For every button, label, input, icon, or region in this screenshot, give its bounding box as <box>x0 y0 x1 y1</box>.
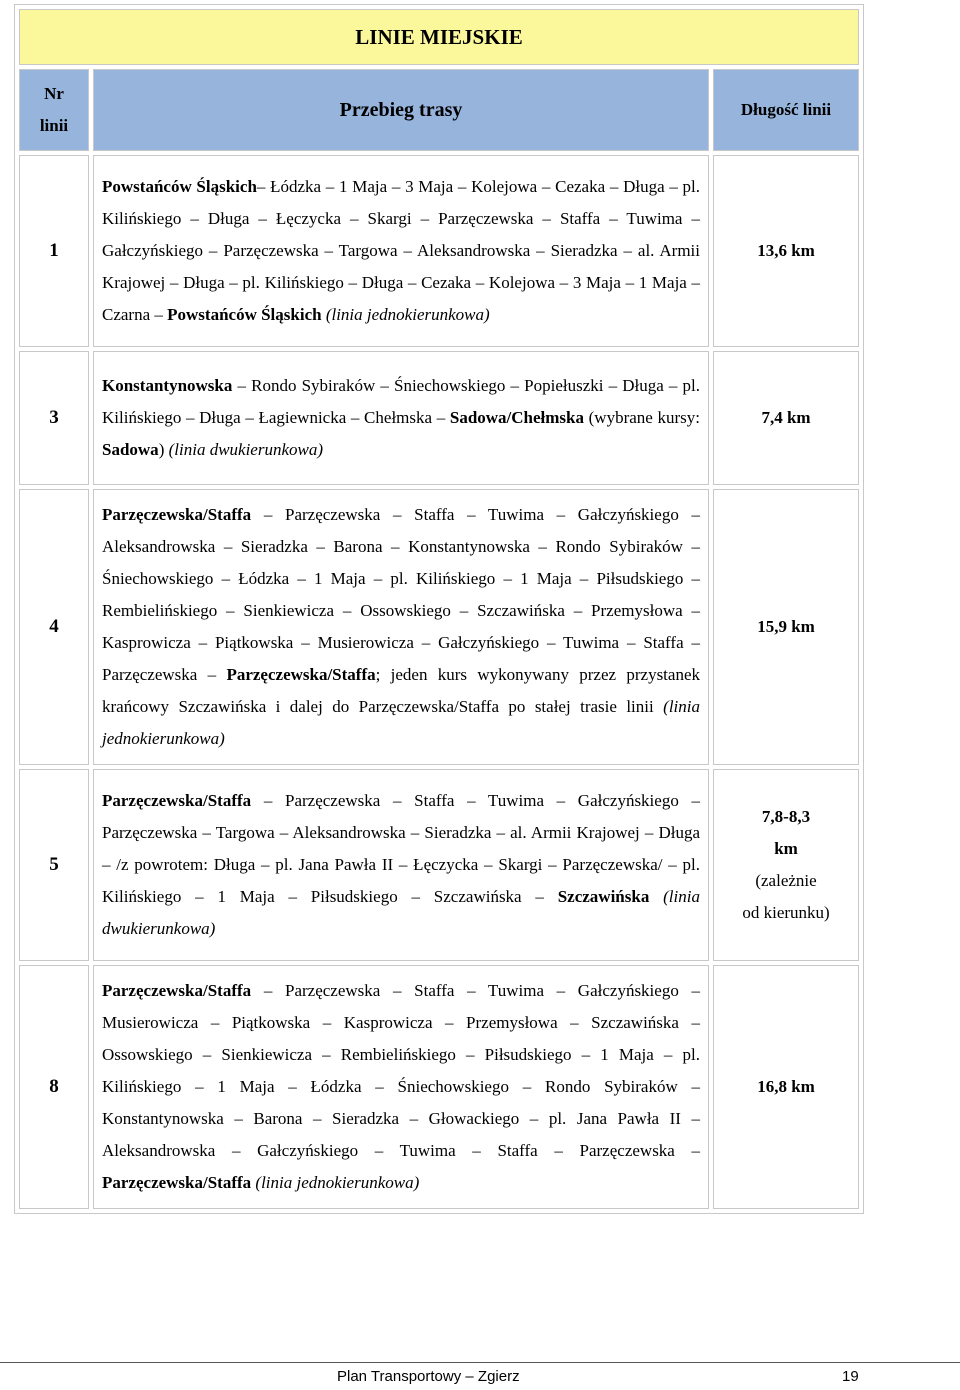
route-segment: (linia jednokierunkowa) <box>251 1173 420 1192</box>
line-number: 4 <box>19 489 89 765</box>
route-segment: Powstańców Śląskich <box>167 305 322 324</box>
header-nr-line2: linii <box>39 116 69 135</box>
route-segment: – Parzęczewska – Staffa – Tuwima – Gałczyńskiego – Parzęczewska – Targowa – Aleksandrowska – Sieradzka – al. Armii Krajowej – Długa – /z powrotem: Długa – pl. Jana Pawła II – Łęczycka – Skargi – Parzęczewska/ – pl. Kilińskiego – 1 Maja – Piłsudskiego – Szczawińska – <box>102 791 700 906</box>
route-segment: Parzęczewska/Staffa <box>102 505 252 524</box>
route-segment: (wybrane kursy: <box>584 408 700 427</box>
line-length-value: 7,8-8,3 <box>761 807 811 826</box>
route-description <box>93 769 709 961</box>
line-number: 5 <box>19 769 89 961</box>
footer-divider <box>0 1362 960 1363</box>
route-segment: Parzęczewska/Staffa <box>102 981 252 1000</box>
route-segment: Sadowa <box>102 440 159 459</box>
route-segment: Parzęczewska/Staffa <box>102 791 252 810</box>
route-segment: ; jeden kurs wykonywany przez przystanek krańcowy Szczawińska i dalej do Parzęczewska/Staffa po stałej trasie linii <box>102 665 701 716</box>
header-line-number <box>19 69 89 151</box>
table-row <box>19 351 859 485</box>
route-description <box>93 965 709 1209</box>
header-length: Długość linii <box>713 69 859 151</box>
table-row <box>19 769 859 961</box>
route-segment: (linia dwukierunkowa) <box>102 887 700 938</box>
route-description <box>93 489 709 765</box>
table-row <box>19 155 859 347</box>
route-segment: (linia jednokierunkowa) <box>321 305 490 324</box>
route-segment: Parzęczewska/Staffa <box>226 665 376 684</box>
line-length: 7,4 km <box>713 351 859 485</box>
route-description <box>93 351 709 485</box>
route-segment: (linia jednokierunkowa) <box>102 697 700 748</box>
route-segment: Powstańców Śląskich <box>102 177 257 196</box>
route-segment: Konstantynowska <box>102 376 233 395</box>
page-number: 19 <box>842 1368 859 1385</box>
route-segment: – Łódzka – 1 Maja – 3 Maja – Kolejowa – Cezaka – Długa – pl. Kilińskiego – Długa – Łęczycka – Skargi – Parzęczewska – Staffa – Tuwima – Gałczyńskiego – Parzęczewska – Targowa – Aleksandrowska – Sieradzka – al. Armii Krajowej – Długa – pl. Kilińskiego – Długa – Cezaka – Kolejowa – 3 Maja – 1 Maja – Czarna – <box>102 177 701 324</box>
route-segment: – Parzęczewska – Staffa – Tuwima – Gałczyńskiego – Musierowicza – Piątkowska – Kasprowicza – Przemysłowa – Szczawińska – Ossowskiego – Sienkiewicza – Rembielińskiego – Piłsudskiego – 1 Maja – pl. Kilińskiego – 1 Maja – Łódzka – Śniechowskiego – Rondo Sybiraków – Konstantynowska – Barona – Sieradzka – Głowackiego – pl. Jana Pawła II – Aleksandrowska – Gałczyńskiego – Tuwima – Staffa – Parzęczewska – <box>102 981 700 1160</box>
line-number: 1 <box>19 155 89 347</box>
header-nr-line1: Nr <box>44 84 64 103</box>
line-length <box>713 769 859 961</box>
footer-title: Plan Transportowy – Zgierz <box>337 1368 520 1385</box>
line-length-note: (zależnie <box>755 871 817 890</box>
route-description <box>93 155 709 347</box>
table-row <box>19 489 859 765</box>
line-length-note: od kierunku) <box>742 903 830 922</box>
route-segment: Sadowa/Chełmska <box>449 408 584 427</box>
line-length: 15,9 km <box>713 489 859 765</box>
line-number: 8 <box>19 965 89 1209</box>
line-length-unit: km <box>774 839 798 858</box>
line-number: 3 <box>19 351 89 485</box>
route-segment: – Parzęczewska – Staffa – Tuwima – Gałczyńskiego – Aleksandrowska – Sieradzka – Barona – Konstantynowska – Rondo Sybiraków – Śniechowskiego – Łódzka – 1 Maja – pl. Kilińskiego – 1 Maja – Piłsudskiego – Rembielińskiego – Sienkiewicza – Ossowskiego – Szczawińska – Przemysłowa – Kasprowicza – Piątkowska – Musierowicza – Gałczyńskiego – Tuwima – Staffa – Parzęczewska – <box>102 505 700 684</box>
header-route: Przebieg trasy <box>93 69 709 151</box>
route-segment: – Rondo Sybiraków – Śniechowskiego – Popiełuszki – Długa – pl. Kilińskiego – Długa – Łagiewnicka – Chełmska – <box>102 376 700 427</box>
route-segment: ) <box>158 440 169 459</box>
route-segment: Szczawińska <box>557 887 650 906</box>
table-title: LINIE MIEJSKIE <box>19 9 859 65</box>
route-segment: Parzęczewska/Staffa <box>102 1173 252 1192</box>
lines-table <box>14 4 864 1214</box>
route-segment: (linia dwukierunkowa) <box>168 440 324 459</box>
line-length: 13,6 km <box>713 155 859 347</box>
line-length: 16,8 km <box>713 965 859 1209</box>
table-row <box>19 965 859 1209</box>
